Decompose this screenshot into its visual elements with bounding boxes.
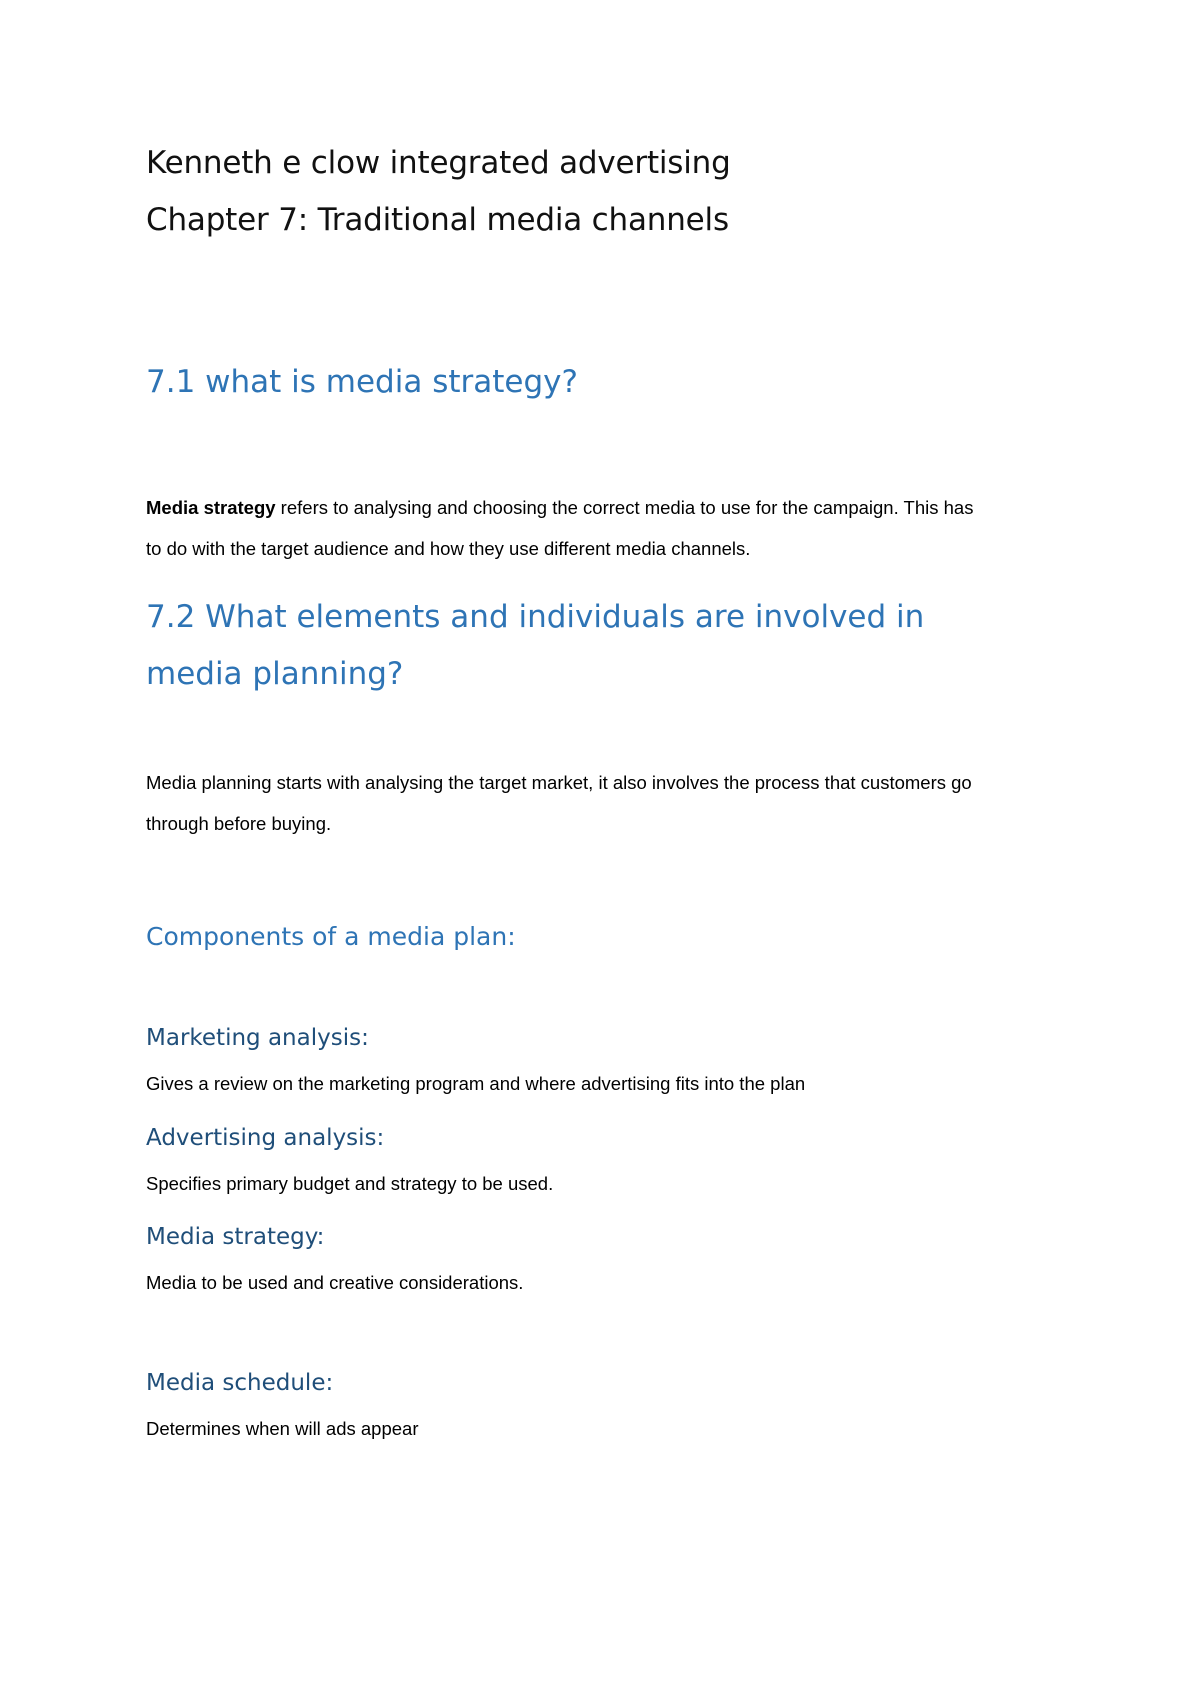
section-7-2-paragraph-line-1: Media planning starts with analysing the target market, it also involves the process that customers go [146, 772, 972, 793]
components-heading: Components of a media plan: [146, 922, 516, 951]
marketing-analysis-text: Gives a review on the marketing program and where advertising fits into the plan [146, 1073, 806, 1094]
section-7-1-paragraph-line-1 [146, 497, 973, 519]
marketing-analysis-heading: Marketing analysis: [146, 1025, 369, 1051]
media-schedule-heading: Media schedule: [146, 1370, 334, 1396]
section-7-1-paragraph-text: refers to analysing and choosing the correct media to use for the campaign. This has [275, 497, 974, 518]
section-7-1-heading: 7.1 what is media strategy? [146, 364, 578, 400]
section-7-2-heading-line-2: media planning? [146, 656, 404, 692]
advertising-analysis-heading: Advertising analysis: [146, 1125, 385, 1151]
media-strategy-term: Media strategy [146, 497, 276, 518]
media-strategy-text: Media to be used and creative considerations. [146, 1272, 524, 1293]
media-strategy-heading: Media strategy: [146, 1224, 325, 1250]
section-7-2-paragraph-line-2: through before buying. [146, 813, 332, 834]
document-title-line-2: Chapter 7: Traditional media channels [146, 202, 729, 238]
document-title-line-1: Kenneth e clow integrated advertising [146, 145, 731, 181]
media-schedule-text: Determines when will ads appear [146, 1418, 419, 1439]
advertising-analysis-text: Specifies primary budget and strategy to be used. [146, 1173, 554, 1194]
section-7-1-paragraph-line-2: to do with the target audience and how they use different media channels. [146, 538, 751, 559]
section-7-2-heading-line-1: 7.2 What elements and individuals are involved in [146, 599, 925, 635]
